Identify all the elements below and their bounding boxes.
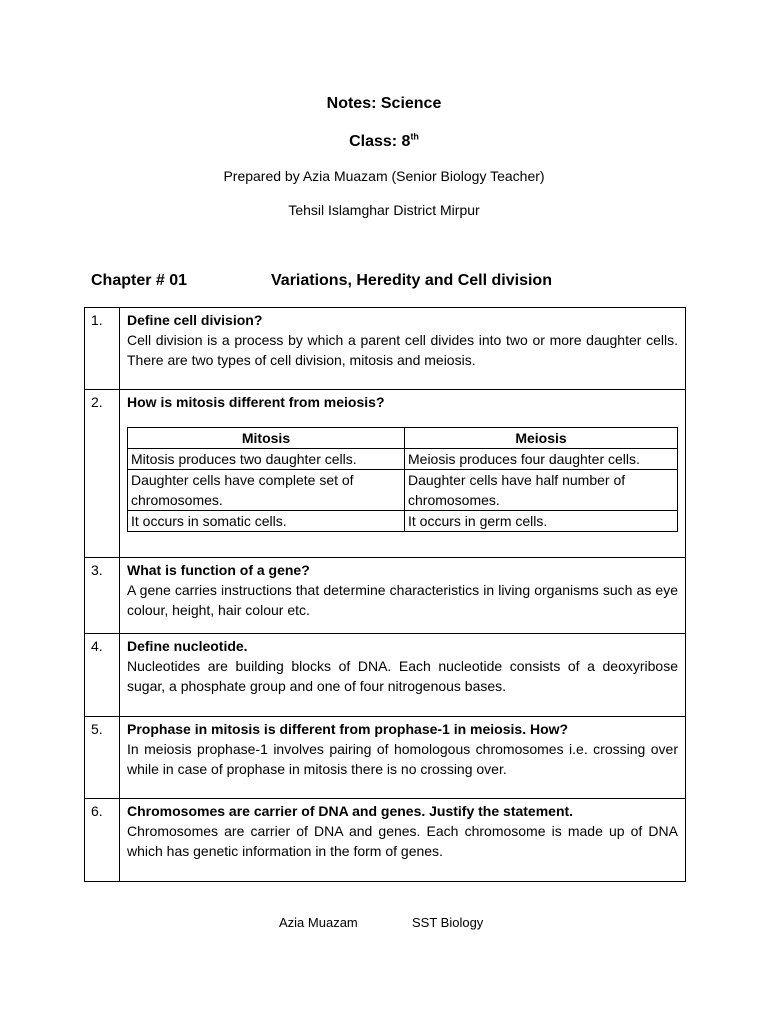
class-text: Class: 8 (349, 133, 411, 150)
question-row (85, 799, 686, 882)
question-content (120, 799, 686, 882)
comparison-row (128, 470, 678, 511)
question-text: What is function of a gene? (127, 562, 310, 578)
question-number: 2. (91, 394, 103, 410)
question-number-cell (85, 799, 120, 882)
question-number: 6. (91, 803, 103, 819)
question-row (85, 717, 686, 799)
answer-text: A gene carries instructions that determine characteristics in living organisms such as eye colour, height, hair colour etc. (127, 582, 678, 618)
comparison-cell: Meiosis produces four daughter cells. (405, 449, 678, 470)
answer-text: Chromosomes are carrier of DNA and genes. Each chromosome is made up of DNA which has genetic information in the form of genes. (127, 823, 678, 859)
chapter-number: Chapter # 01 (91, 272, 188, 289)
question-number: 4. (91, 638, 103, 654)
comparison-row (128, 449, 678, 470)
question-text: Chromosomes are carrier of DNA and genes. Justify the statement. (127, 803, 574, 819)
question-number: 5. (91, 721, 103, 737)
comparison-header: Meiosis (405, 428, 678, 449)
question-number-cell (85, 308, 120, 390)
footer-author: Azia Muazam (279, 915, 358, 930)
prepared-by: Prepared by Azia Muazam (Senior Biology Teacher) (223, 168, 545, 184)
class-label (0, 133, 768, 151)
question-number-cell (85, 717, 120, 799)
question-content (120, 308, 686, 390)
comparison-cell: Daughter cells have half number of chromosomes. (405, 470, 678, 511)
comparison-header: Mitosis (128, 428, 405, 449)
page-title: Notes: Science (326, 95, 442, 112)
class-superscript: th (410, 131, 419, 142)
question-number: 3. (91, 562, 103, 578)
comparison-cell: Daughter cells have complete set of chromosomes. (128, 470, 405, 511)
question-row (85, 308, 686, 390)
comparison-cell: It occurs in somatic cells. (128, 511, 405, 532)
question-text: How is mitosis different from meiosis? (127, 394, 385, 410)
question-content (120, 390, 686, 558)
question-text: Define nucleotide. (127, 638, 248, 654)
answer-text: Cell division is a process by which a parent cell divides into two or more daughter cells. There are two types of cell division, mitosis and meiosis. (127, 332, 678, 368)
question-number-cell (85, 558, 120, 634)
footer-role: SST Biology (412, 915, 484, 930)
comparison-row (128, 511, 678, 532)
location: Tehsil Islamghar District Mirpur (288, 202, 480, 218)
comparison-header-row (128, 428, 678, 449)
question-row (85, 390, 686, 558)
question-number: 1. (91, 312, 103, 328)
question-number-cell (85, 390, 120, 558)
answer-text: Nucleotides are building blocks of DNA. Each nucleotide consists of a deoxyribose sugar, a phosphate group and one of four nitrogenous bases. (127, 658, 678, 694)
question-row (85, 634, 686, 717)
question-content (120, 558, 686, 634)
questions-table (84, 307, 686, 882)
question-content (120, 634, 686, 717)
question-number-cell (85, 634, 120, 717)
answer-text: In meiosis prophase-1 involves pairing of homologous chromosomes i.e. crossing over while in case of prophase in mitosis there is no crossing over. (127, 741, 678, 777)
question-text: Prophase in mitosis is different from prophase-1 in meiosis. How? (127, 721, 569, 737)
comparison-cell: It occurs in germ cells. (405, 511, 678, 532)
question-content (120, 717, 686, 799)
comparison-cell: Mitosis produces two daughter cells. (128, 449, 405, 470)
question-row (85, 558, 686, 634)
question-text: Define cell division? (127, 312, 263, 328)
chapter-title: Variations, Heredity and Cell division (271, 272, 552, 289)
comparison-table (127, 427, 678, 532)
